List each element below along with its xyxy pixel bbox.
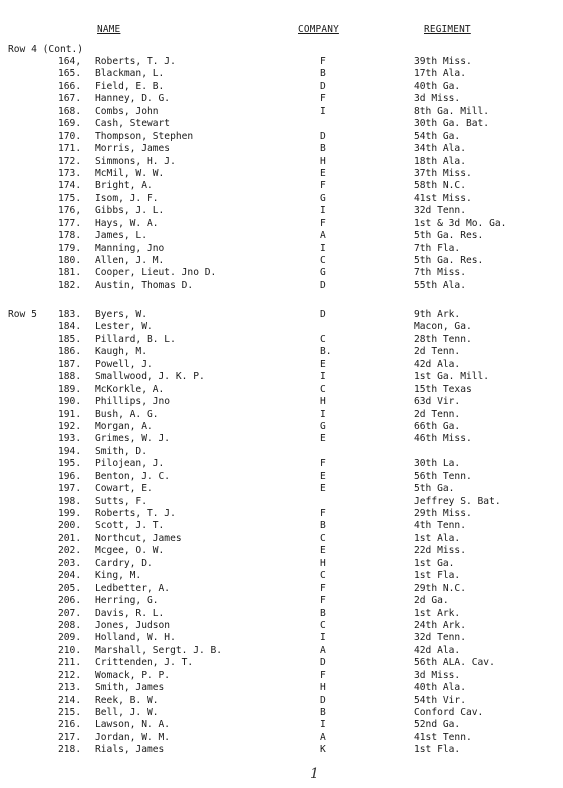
entry-regiment: 40th Ga. xyxy=(414,80,461,92)
entry-number: 191. xyxy=(58,408,82,420)
entry-name: Combs, John xyxy=(95,105,159,117)
entry-number: 196. xyxy=(58,470,82,482)
entry-name: Sutts, F. xyxy=(95,495,147,507)
entry-regiment: 63d Vir. xyxy=(414,396,461,408)
entry-regiment: 39th Miss. xyxy=(414,56,472,67)
list-item xyxy=(0,359,563,371)
entry-regiment: 30th Ga. Bat. xyxy=(414,118,490,130)
entry-name: Bell, J. W. xyxy=(95,707,159,718)
entry-name: Smith, D. xyxy=(95,445,147,457)
entry-regiment: 18th Ala. xyxy=(414,155,466,167)
entry-company: I xyxy=(320,371,326,383)
entry-name: Field, E. B. xyxy=(95,80,165,92)
list-item xyxy=(0,143,563,155)
entry-company: I xyxy=(320,632,326,644)
entry-number: 180. xyxy=(58,255,82,266)
entry-company: E xyxy=(320,545,326,557)
entry-regiment: 46th Miss. xyxy=(414,433,472,445)
entry-regiment: 66th Ga. xyxy=(414,420,461,432)
entry-regiment: 30th La. xyxy=(414,458,461,470)
list-item xyxy=(0,156,563,168)
entry-number: 213. xyxy=(58,682,82,694)
entry-regiment: 34th Ala. xyxy=(414,143,466,155)
list-item xyxy=(0,558,563,570)
list-item xyxy=(0,670,563,682)
entry-company: F xyxy=(320,669,326,681)
list-item xyxy=(0,180,563,192)
entry-number: 169. xyxy=(58,118,82,130)
list-item xyxy=(0,471,563,483)
entry-number: 185. xyxy=(58,333,82,345)
header-regiment: REGIMENT xyxy=(424,24,471,35)
header-company: COMPANY xyxy=(298,24,339,35)
list-item xyxy=(0,458,563,470)
entry-company: D xyxy=(320,309,326,320)
list-item xyxy=(0,446,563,458)
entry-name: Kaugh, M. xyxy=(95,346,147,358)
list-item xyxy=(0,131,563,143)
page-mark: 1 xyxy=(310,766,319,782)
entry-number: 195. xyxy=(58,458,82,470)
list-item xyxy=(0,570,563,582)
entry-company: D xyxy=(320,657,326,669)
entry-number: 182. xyxy=(58,279,82,291)
entry-number: 176, xyxy=(58,205,82,217)
entry-number: 190. xyxy=(58,396,82,408)
list-item xyxy=(0,520,563,532)
entry-name: Allen, J. M. xyxy=(95,255,165,266)
entry-regiment: 58th N.C. xyxy=(414,180,466,192)
entry-company: B xyxy=(320,520,326,532)
entry-name: Bush, A. G. xyxy=(95,408,159,420)
entry-company: F xyxy=(320,595,326,607)
entry-company: F xyxy=(320,508,326,519)
entry-name: Herring, G. xyxy=(95,595,159,607)
entry-company: C xyxy=(320,255,326,266)
entry-regiment: 7th Fla. xyxy=(414,242,461,254)
list-item xyxy=(0,583,563,595)
entry-number: 205. xyxy=(58,582,82,594)
entry-number: 174. xyxy=(58,180,82,192)
entry-company: D xyxy=(320,694,326,706)
entry-number: 168. xyxy=(58,105,82,117)
entry-company: C xyxy=(320,619,326,631)
list-item xyxy=(0,508,563,520)
entry-regiment: 1st Fla. xyxy=(414,570,461,582)
row5-label: Row 5 xyxy=(8,309,37,320)
entry-name: Mcgee, O. W. xyxy=(95,545,165,557)
entry-number: 210. xyxy=(58,644,82,656)
entry-regiment: 32d Tenn. xyxy=(414,205,466,217)
list-item xyxy=(0,168,563,180)
entry-number: 189. xyxy=(58,383,82,395)
entry-name: Grimes, W. J. xyxy=(95,433,171,445)
entry-company: F xyxy=(320,93,326,105)
entry-company: E xyxy=(320,483,326,495)
entry-company: F xyxy=(320,217,326,229)
list-item xyxy=(0,218,563,230)
entry-name: Isom, J. F. xyxy=(95,192,159,204)
entry-name: Crittenden, J. T. xyxy=(95,657,194,669)
list-item xyxy=(0,483,563,495)
entry-company: D xyxy=(320,80,326,92)
entry-number: 177. xyxy=(58,217,82,229)
entry-company: E xyxy=(320,470,326,482)
entry-number: 203. xyxy=(58,557,82,569)
entry-company: H xyxy=(320,682,326,694)
entry-name: Ledbetter, A. xyxy=(95,582,171,594)
entry-name: Holland, W. H. xyxy=(95,632,176,644)
entry-number: 178. xyxy=(58,230,82,242)
entry-name: Thompson, Stephen xyxy=(95,130,194,142)
list-item xyxy=(0,346,563,358)
entry-regiment: 29th Miss. xyxy=(414,508,472,519)
entry-regiment: 56th ALA. Cav. xyxy=(414,657,495,669)
entry-regiment: Jeffrey S. Bat. xyxy=(414,495,501,507)
list-item xyxy=(0,533,563,545)
list-item xyxy=(0,695,563,707)
entry-regiment: 52nd Ga. xyxy=(414,719,461,731)
entry-company: D xyxy=(320,130,326,142)
entry-name: Rials, James xyxy=(95,744,165,756)
entry-regiment: 24th Ark. xyxy=(414,619,466,631)
entry-regiment: 2d Tenn. xyxy=(414,346,461,358)
entry-number: 211. xyxy=(58,657,82,669)
header-name: NAME xyxy=(97,24,121,35)
entry-name: Blackman, L. xyxy=(95,68,165,80)
entry-regiment: 15th Texas xyxy=(414,383,472,395)
list-item xyxy=(0,384,563,396)
entry-number: 188. xyxy=(58,371,82,383)
entry-regiment: 37th Miss. xyxy=(414,167,472,179)
entry-regiment: 7th Miss. xyxy=(414,267,466,279)
entry-number: 175. xyxy=(58,192,82,204)
entry-name: Gibbs, J. L. xyxy=(95,205,165,217)
entry-number: 186. xyxy=(58,346,82,358)
entry-regiment: 32d Tenn. xyxy=(414,632,466,644)
entry-regiment: 17th Ala. xyxy=(414,68,466,80)
entry-number: 170. xyxy=(58,130,82,142)
list-item xyxy=(0,280,563,292)
entry-regiment: 42d Ala. xyxy=(414,358,461,370)
entry-name: Morris, James xyxy=(95,143,171,155)
list-item xyxy=(0,620,563,632)
entry-company: G xyxy=(320,267,326,279)
entry-regiment: 55th Ala. xyxy=(414,279,466,291)
entry-number: 171. xyxy=(58,143,82,155)
entry-number: 212. xyxy=(58,669,82,681)
entry-regiment: 5th Ga. xyxy=(414,483,455,495)
column-headers xyxy=(0,24,563,38)
list-item xyxy=(0,645,563,657)
entry-number: 167. xyxy=(58,93,82,105)
entry-name: Pillard, B. L. xyxy=(95,333,176,345)
entry-regiment: 3d Miss. xyxy=(414,93,461,105)
entry-company: E xyxy=(320,167,326,179)
list-item xyxy=(0,371,563,383)
list-item xyxy=(0,309,563,321)
entry-company: B xyxy=(320,607,326,619)
entry-company: I xyxy=(320,719,326,731)
entry-regiment: 54th Vir. xyxy=(414,694,466,706)
entry-regiment: 4th Tenn. xyxy=(414,520,466,532)
entry-number: 209. xyxy=(58,632,82,644)
entry-name: McKorkle, A. xyxy=(95,383,165,395)
entry-company: F xyxy=(320,582,326,594)
entry-company: F xyxy=(320,56,326,67)
entry-number: 166. xyxy=(58,80,82,92)
list-item xyxy=(0,106,563,118)
list-item xyxy=(0,433,563,445)
entry-regiment: 1st Ga. Mill. xyxy=(414,371,490,383)
entry-company: B xyxy=(320,143,326,155)
entry-number: 218. xyxy=(58,744,82,756)
entry-company: B. xyxy=(320,346,332,358)
entry-name: Davis, R. L. xyxy=(95,607,165,619)
entry-regiment: 41st Miss. xyxy=(414,192,472,204)
entry-company: K xyxy=(320,744,326,756)
entry-name: Cooper, Lieut. Jno D. xyxy=(95,267,217,279)
list-item xyxy=(0,56,563,68)
entry-company: G xyxy=(320,420,326,432)
entry-name: Austin, Thomas D. xyxy=(95,279,194,291)
list-item xyxy=(0,205,563,217)
entry-number: 184. xyxy=(58,321,82,333)
entry-company: F xyxy=(320,180,326,192)
entry-company: H xyxy=(320,155,326,167)
entry-name: Cash, Stewart xyxy=(95,118,171,130)
entry-number: 165. xyxy=(58,68,82,80)
entry-regiment: 5th Ga. Res. xyxy=(414,255,484,266)
list-item xyxy=(0,118,563,130)
entry-regiment: 1st Ga. xyxy=(414,557,455,569)
list-item xyxy=(0,93,563,105)
list-item xyxy=(0,243,563,255)
list-item xyxy=(0,595,563,607)
entry-name: Womack, P. P. xyxy=(95,669,171,681)
entry-number: 197. xyxy=(58,483,82,495)
entry-regiment: 40th Ala. xyxy=(414,682,466,694)
entry-number: 164, xyxy=(58,56,82,67)
entry-number: 207. xyxy=(58,607,82,619)
entry-company: C xyxy=(320,570,326,582)
entry-company: A xyxy=(320,731,326,743)
list-item xyxy=(0,421,563,433)
entry-regiment: 42d Ala. xyxy=(414,644,461,656)
entry-name: James, L. xyxy=(95,230,147,242)
entry-regiment: 56th Tenn. xyxy=(414,470,472,482)
entry-number: 193. xyxy=(58,433,82,445)
entry-name: Bright, A. xyxy=(95,180,153,192)
entry-company: D xyxy=(320,279,326,291)
entry-company: H xyxy=(320,557,326,569)
entry-name: Pilojean, J. xyxy=(95,458,165,470)
entry-company: E xyxy=(320,433,326,445)
entry-name: Phillips, Jno xyxy=(95,396,171,408)
entry-regiment: 5th Ga. Res. xyxy=(414,230,484,242)
entry-name: Smith, James xyxy=(95,682,165,694)
entry-name: King, M. xyxy=(95,570,142,582)
entry-number: 200. xyxy=(58,520,82,532)
entry-name: Benton, J. C. xyxy=(95,470,171,482)
entry-company: B xyxy=(320,707,326,718)
entry-regiment: 1st Ark. xyxy=(414,607,461,619)
entry-number: 206. xyxy=(58,595,82,607)
entry-company: I xyxy=(320,205,326,217)
list-item xyxy=(0,68,563,80)
entry-regiment: 9th Ark. xyxy=(414,309,461,320)
entry-regiment: 1st Ala. xyxy=(414,532,461,544)
entry-name: Smallwood, J. K. P. xyxy=(95,371,205,383)
list-item xyxy=(0,657,563,669)
entry-company: B xyxy=(320,68,326,80)
entry-name: Reek, B. W. xyxy=(95,694,159,706)
entry-number: 192. xyxy=(58,420,82,432)
list-item xyxy=(0,496,563,508)
entry-name: Northcut, James xyxy=(95,532,182,544)
entry-company: E xyxy=(320,358,326,370)
entry-company: I xyxy=(320,408,326,420)
entry-company: I xyxy=(320,105,326,117)
entry-number: 214. xyxy=(58,694,82,706)
entry-company: F xyxy=(320,458,326,470)
entry-name: Roberts, T. J. xyxy=(95,56,176,67)
list-item xyxy=(0,193,563,205)
entry-regiment: 22d Miss. xyxy=(414,545,466,557)
entry-number: 208. xyxy=(58,619,82,631)
entry-name: Jones, Judson xyxy=(95,619,171,631)
entry-name: Scott, J. T. xyxy=(95,520,165,532)
entry-company: C xyxy=(320,333,326,345)
entry-number: 173. xyxy=(58,167,82,179)
entry-name: Lester, W. xyxy=(95,321,153,333)
entry-number: 215. xyxy=(58,707,82,718)
entry-regiment: 1st & 3d Mo. Ga. xyxy=(414,217,507,229)
entry-regiment: 29th N.C. xyxy=(414,582,466,594)
entry-regiment: 2d Ga. xyxy=(414,595,449,607)
list-item xyxy=(0,267,563,279)
entry-regiment: 28th Tenn. xyxy=(414,333,472,345)
list-item xyxy=(0,334,563,346)
entry-company: A xyxy=(320,644,326,656)
entry-company: I xyxy=(320,242,326,254)
entry-number: 172. xyxy=(58,155,82,167)
entry-company: G xyxy=(320,192,326,204)
entry-number: 187. xyxy=(58,358,82,370)
entry-name: Marshall, Sergt. J. B. xyxy=(95,644,223,656)
entry-number: 199. xyxy=(58,508,82,519)
list-item xyxy=(0,409,563,421)
list-item xyxy=(0,744,563,756)
list-item xyxy=(0,321,563,333)
list-item xyxy=(0,81,563,93)
entry-company: C xyxy=(320,532,326,544)
entry-company: C xyxy=(320,383,326,395)
entry-number: 204. xyxy=(58,570,82,582)
entry-name: Lawson, N. A. xyxy=(95,719,171,731)
list-item xyxy=(0,255,563,267)
list-item xyxy=(0,707,563,719)
entry-name: Cowart, E. xyxy=(95,483,153,495)
entry-name: Hanney, D. G. xyxy=(95,93,171,105)
entry-name: Roberts, T. J. xyxy=(95,508,176,519)
entry-name: Hays, W. A. xyxy=(95,217,159,229)
entry-number: 201. xyxy=(58,532,82,544)
entry-number: 217. xyxy=(58,731,82,743)
entry-number: 183. xyxy=(58,309,82,320)
entry-regiment: 3d Miss. xyxy=(414,669,461,681)
entry-regiment: 8th Ga. Mill. xyxy=(414,105,490,117)
entry-name: Cardry, D. xyxy=(95,557,153,569)
entry-regiment: 54th Ga. xyxy=(414,130,461,142)
entry-regiment: Conford Cav. xyxy=(414,707,484,718)
entry-number: 216. xyxy=(58,719,82,731)
entry-number: 179. xyxy=(58,242,82,254)
entry-regiment: 1st Fla. xyxy=(414,744,461,756)
row4-list xyxy=(0,56,563,292)
list-item xyxy=(0,608,563,620)
entry-regiment: Macon, Ga. xyxy=(414,321,472,333)
list-item xyxy=(0,545,563,557)
list-item xyxy=(0,719,563,731)
entry-number: 181. xyxy=(58,267,82,279)
entry-number: 198. xyxy=(58,495,82,507)
entry-name: Simmons, H. J. xyxy=(95,155,176,167)
entry-name: Byers, W. xyxy=(95,309,147,320)
entry-number: 194. xyxy=(58,445,82,457)
entry-regiment: 2d Tenn. xyxy=(414,408,461,420)
list-item xyxy=(0,230,563,242)
entry-name: Jordan, W. M. xyxy=(95,731,171,743)
entry-number: 202. xyxy=(58,545,82,557)
list-item xyxy=(0,732,563,744)
entry-company: A xyxy=(320,230,326,242)
entry-name: McMil, W. W. xyxy=(95,167,165,179)
entry-regiment: 41st Tenn. xyxy=(414,731,472,743)
list-item xyxy=(0,682,563,694)
row5-list xyxy=(0,309,563,757)
entry-name: Powell, J. xyxy=(95,358,153,370)
list-item xyxy=(0,396,563,408)
entry-name: Morgan, A. xyxy=(95,420,153,432)
row4-label: Row 4 (Cont.) xyxy=(8,44,84,55)
entry-name: Manning, Jno xyxy=(95,242,165,254)
entry-company: H xyxy=(320,396,326,408)
list-item xyxy=(0,632,563,644)
